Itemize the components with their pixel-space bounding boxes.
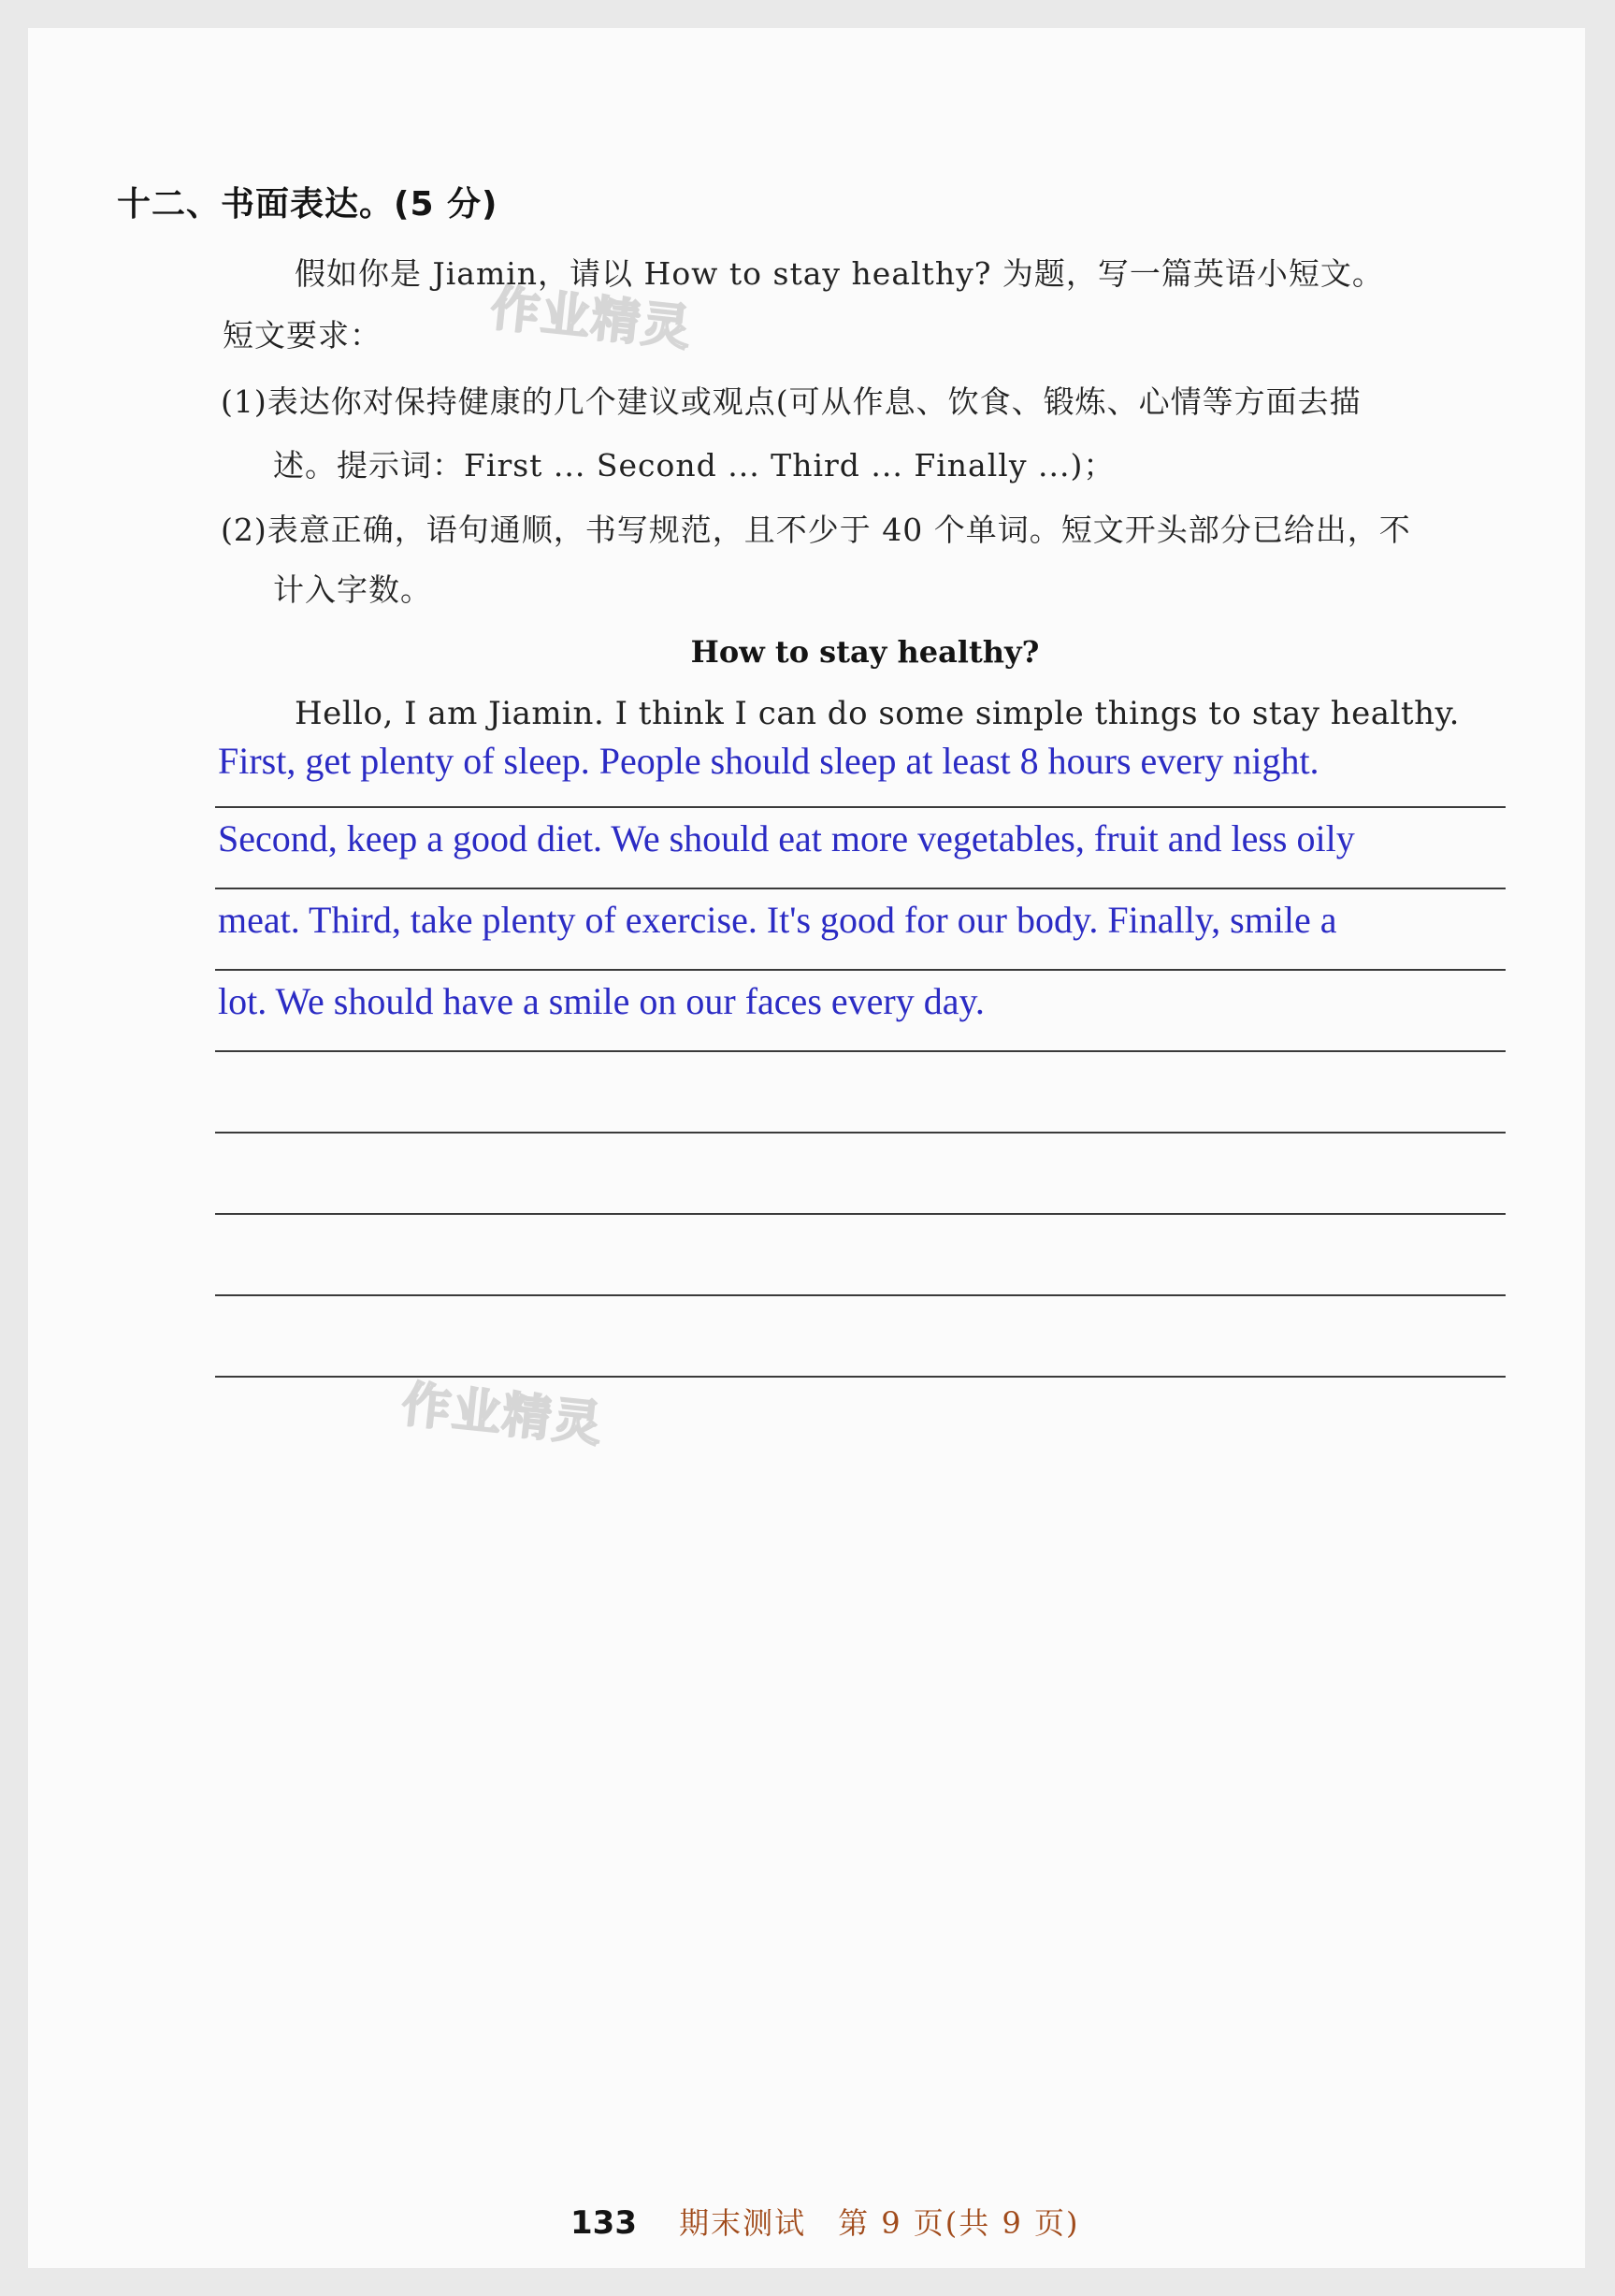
writing-rule — [215, 969, 1506, 971]
section-heading: 十二、书面表达。(5 分) — [117, 185, 498, 224]
requirement-2-line-2: 计入字数。 — [273, 571, 432, 608]
writing-rule — [215, 1050, 1506, 1052]
essay-opening: Hello, I am Jiamin. I think I can do some simple things to stay healthy. — [295, 695, 1460, 732]
writing-rule — [215, 1213, 1506, 1215]
writing-rule — [215, 806, 1506, 808]
requirement-1-line-2: 述。提示词：First ... Second ... Third ... Finally ...)； — [273, 447, 1116, 484]
worksheet-page — [28, 28, 1585, 2268]
answer-line-1: First, get plenty of sleep. People should sleep at least 8 hours every night. — [218, 740, 1319, 782]
requirements-label: 短文要求： — [223, 317, 382, 354]
page-footer — [570, 2200, 1079, 2243]
requirement-1-line-1: (1)表达你对保持健康的几个建议或观点(可从作息、饮食、锻炼、心情等方面去描 — [221, 383, 1362, 420]
writing-rule — [215, 1294, 1506, 1296]
footer-label: 期末测试 第 9 页(共 9 页) — [679, 2205, 1080, 2241]
answer-line-3: meat. Third, take plenty of exercise. It's good for our body. Finally, smile a — [218, 899, 1337, 941]
essay-title: How to stay healthy? — [690, 634, 1040, 670]
task-intro: 假如你是 Jiamin，请以 How to stay healthy? 为题，写一篇英语小短文。 — [295, 255, 1384, 292]
writing-rule — [215, 1132, 1506, 1134]
requirement-2-line-1: (2)表意正确，语句通顺，书写规范，且不少于 40 个单词。短文开头部分已给出，不 — [221, 512, 1411, 548]
answer-line-4: lot. We should have a smile on our faces every day. — [218, 980, 985, 1022]
writing-rule — [215, 888, 1506, 889]
answer-line-2: Second, keep a good diet. We should eat more vegetables, fruit and less oily — [218, 817, 1355, 859]
watermark: 作业精灵 — [487, 280, 695, 358]
page-number: 133 — [570, 2204, 637, 2242]
watermark: 作业精灵 — [398, 1376, 606, 1454]
